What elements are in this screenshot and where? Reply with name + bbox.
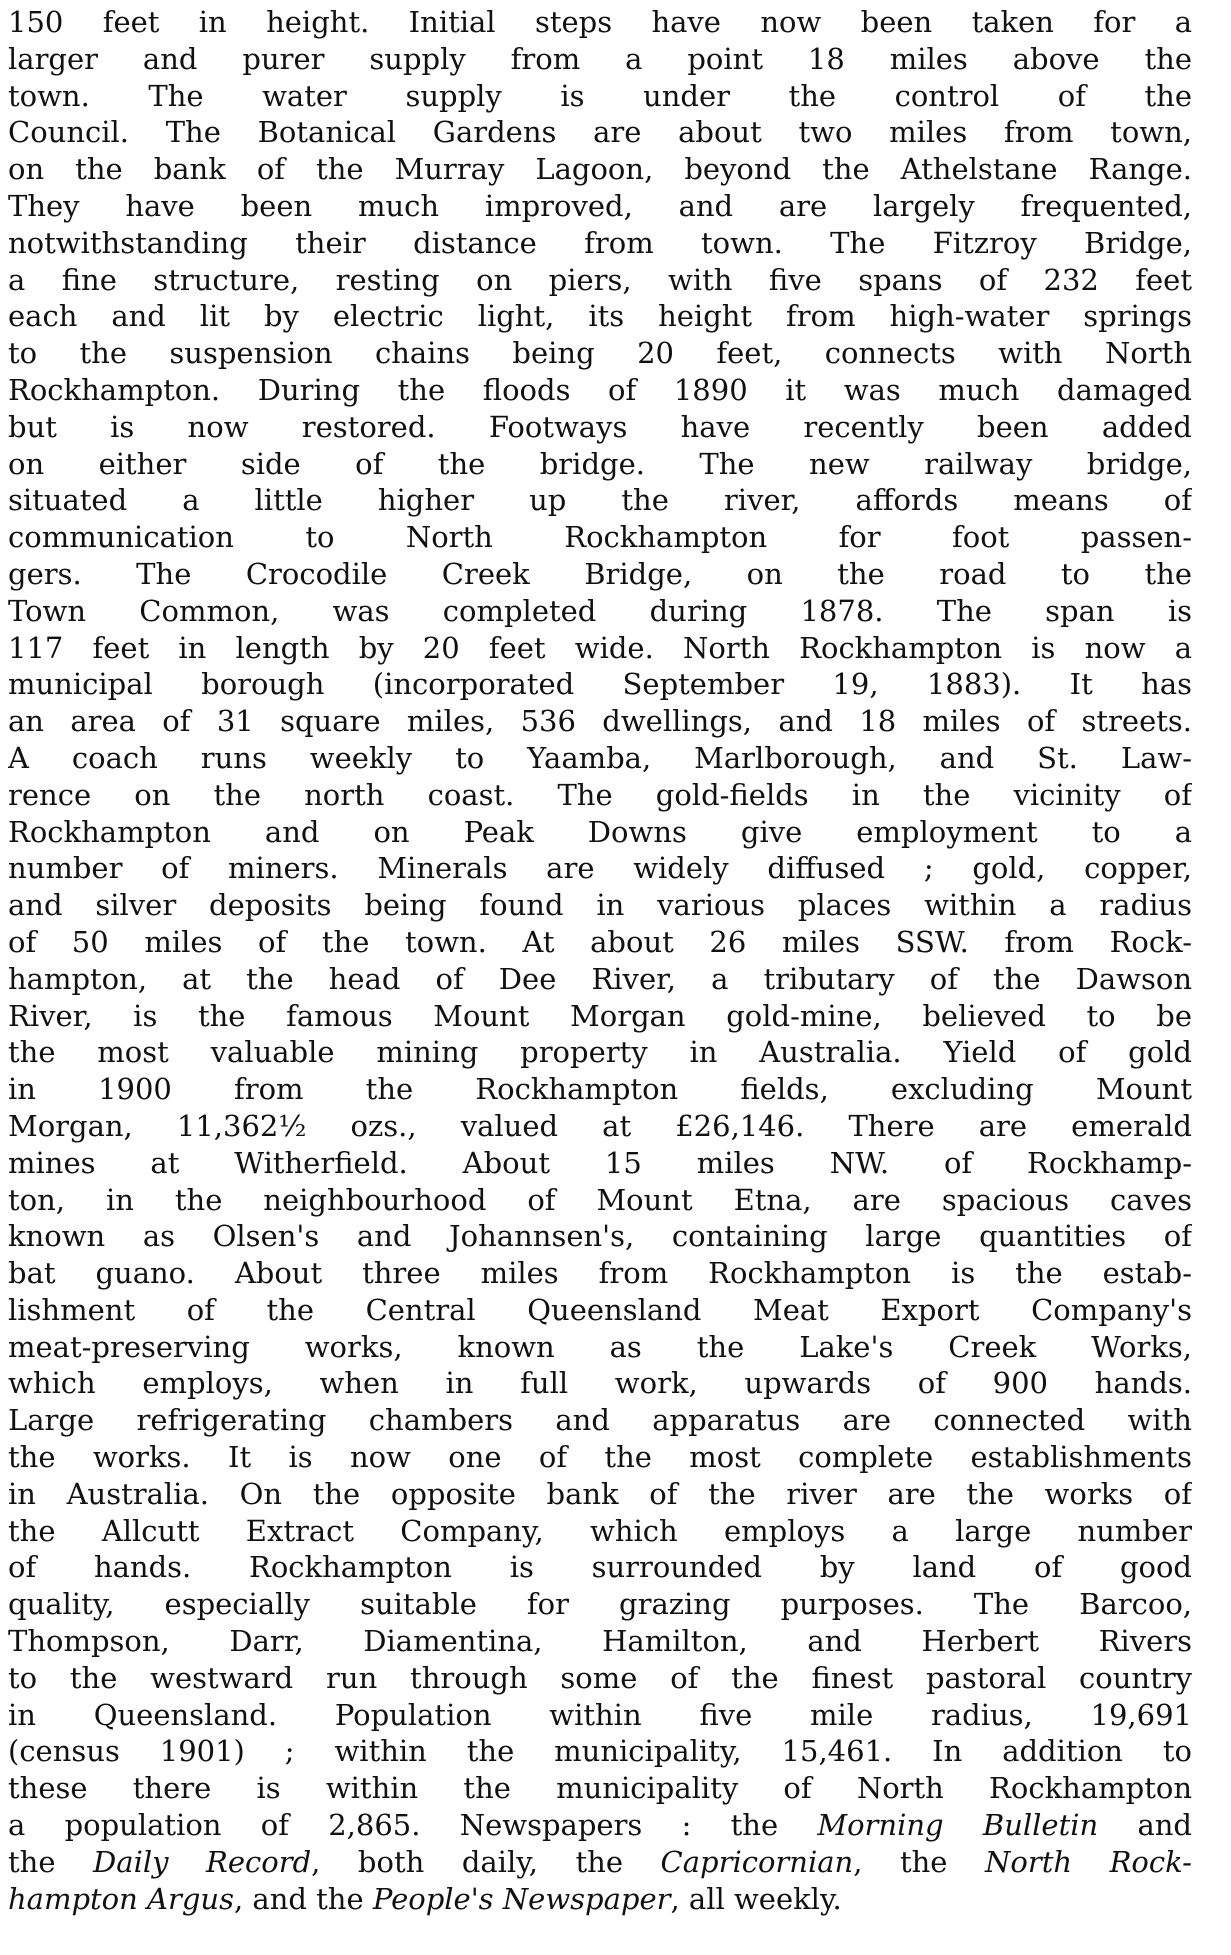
text-line <box>8 335 1192 372</box>
text-line <box>8 409 1192 446</box>
text-line <box>8 777 1192 814</box>
text-segment: rence on the north coast. The gold-fields in the vicinity of <box>8 777 1192 812</box>
text-segment: which employs, when in full work, upwards of 900 hands. <box>8 1366 1192 1401</box>
text-line <box>8 1402 1192 1439</box>
text-segment: known as Olsen's and Johannsen's, containing large quantities of <box>8 1219 1192 1254</box>
text-line <box>8 482 1192 519</box>
text-segment: each and lit by electric light, its height from high-water springs <box>8 299 1192 334</box>
text-segment: quality, especially suitable for grazing purposes. The Barcoo, <box>8 1587 1192 1622</box>
text-line <box>8 556 1192 593</box>
text-line <box>8 1439 1192 1476</box>
text-segment: Town Common, was completed during 1878. The span is <box>8 593 1192 628</box>
text-segment: the works. It is now one of the most complete establishments <box>8 1440 1192 1475</box>
text-segment: River, is the famous Mount Morgan gold-mine, believed to be <box>8 998 1192 1033</box>
text-line <box>8 114 1192 151</box>
text-line <box>8 1549 1192 1586</box>
text-line <box>8 1733 1192 1770</box>
text-segment: municipal borough (incorporated September 19, 1883). It has <box>8 667 1192 702</box>
italic-title-text: People's Newspaper <box>372 1881 671 1916</box>
text-segment: bat guano. About three miles from Rockhampton is the estab- <box>8 1256 1192 1291</box>
text-segment: the <box>8 1844 94 1879</box>
text-line <box>8 1365 1192 1402</box>
text-line <box>8 1108 1192 1145</box>
text-line <box>8 850 1192 887</box>
text-line <box>8 630 1192 667</box>
text-segment: lishment of the Central Queensland Meat Export Company's <box>8 1292 1192 1327</box>
text-line <box>8 372 1192 409</box>
text-segment: in 1900 from the Rockhampton fields, excluding Mount <box>8 1072 1192 1107</box>
article-text <box>8 4 1192 1917</box>
text-segment: They have been much improved, and are largely frequented, <box>8 188 1192 223</box>
text-line <box>8 814 1192 851</box>
text-segment: a population of 2,865. Newspapers : the <box>8 1808 818 1843</box>
text-segment: (census 1901) ; within the municipality, 15,461. In addition to <box>8 1734 1192 1769</box>
italic-title-text: North Rock- <box>985 1844 1192 1879</box>
text-line <box>8 1145 1192 1182</box>
text-segment: number of miners. Minerals are widely diffused ; gold, copper, <box>8 851 1192 886</box>
text-segment: in Australia. On the opposite bank of the river are the works of <box>8 1476 1192 1511</box>
text-segment: Rockhampton. During the floods of 1890 it was much damaged <box>8 372 1192 407</box>
text-segment: ton, in the neighbourhood of Mount Etna, are spacious caves <box>8 1182 1192 1217</box>
text-line <box>8 1071 1192 1108</box>
text-segment: town. The water supply is under the control of the <box>8 78 1192 113</box>
text-line <box>8 593 1192 630</box>
text-segment: situated a little higher up the river, affords means of <box>8 483 1192 518</box>
text-line <box>8 1697 1192 1734</box>
text-line <box>8 41 1192 78</box>
italic-title-text: Daily Record <box>93 1844 312 1879</box>
text-line <box>8 703 1192 740</box>
italic-title-text: Capricornian <box>660 1844 854 1879</box>
text-segment: on the bank of the Murray Lagoon, beyond the Athelstane Range. <box>8 152 1192 187</box>
text-segment: , and the <box>233 1881 373 1916</box>
text-segment: Thompson, Darr, Diamentina, Hamilton, and Herbert Rivers <box>8 1624 1192 1659</box>
text-segment: notwithstanding their distance from town. The Fitzroy Bridge, <box>8 225 1192 260</box>
text-line <box>8 1292 1192 1329</box>
text-segment: Council. The Botanical Gardens are about two miles from town, <box>8 115 1192 150</box>
text-line <box>8 298 1192 335</box>
text-line <box>8 1329 1192 1366</box>
text-segment: gers. The Crocodile Creek Bridge, on the road to the <box>8 556 1192 591</box>
text-line <box>8 998 1192 1035</box>
text-line <box>8 446 1192 483</box>
text-segment: Rockhampton and on Peak Downs give employment to a <box>8 814 1192 849</box>
text-line <box>8 1513 1192 1550</box>
text-line <box>8 740 1192 777</box>
text-segment: A coach runs weekly to Yaamba, Marlborough, and St. Law- <box>8 740 1192 775</box>
text-line <box>8 1255 1192 1292</box>
text-line <box>8 666 1192 703</box>
text-segment: Large refrigerating chambers and apparatus are connected with <box>8 1403 1192 1438</box>
italic-title-text: Morning Bulletin <box>817 1808 1099 1843</box>
text-segment: larger and purer supply from a point 18 miles above the <box>8 41 1192 76</box>
text-line <box>8 1034 1192 1071</box>
text-segment: mines at Witherfield. About 15 miles NW. of Rockhamp- <box>8 1145 1192 1180</box>
text-segment: and silver deposits being found in various places within a radius <box>8 888 1192 923</box>
text-segment: a fine structure, resting on piers, with five spans of 232 feet <box>8 262 1192 297</box>
text-line <box>8 1586 1192 1623</box>
text-segment: , both daily, the <box>311 1844 661 1879</box>
text-segment: , all weekly. <box>670 1881 842 1916</box>
text-line <box>8 188 1192 225</box>
text-segment: hampton, at the head of Dee River, a tributary of the Dawson <box>8 961 1192 996</box>
text-segment: to the suspension chains being 20 feet, connects with North <box>8 336 1192 371</box>
text-line <box>8 961 1192 998</box>
text-segment: of 50 miles of the town. At about 26 miles SSW. from Rock- <box>8 924 1192 959</box>
text-line <box>8 151 1192 188</box>
text-line <box>8 78 1192 115</box>
text-segment: to the westward run through some of the finest pastoral country <box>8 1660 1192 1695</box>
italic-title-text: hampton Argus <box>8 1881 234 1916</box>
text-line <box>8 519 1192 556</box>
text-line <box>8 887 1192 924</box>
text-line <box>8 4 1192 41</box>
text-line <box>8 1881 1192 1918</box>
text-line <box>8 1623 1192 1660</box>
text-line <box>8 1218 1192 1255</box>
text-segment: but is now restored. Footways have recently been added <box>8 409 1192 444</box>
text-line <box>8 924 1192 961</box>
text-segment: Morgan, 11,362½ ozs., valued at £26,146. There are emerald <box>8 1108 1192 1143</box>
text-segment: communication to North Rockhampton for foot passen- <box>8 520 1192 555</box>
text-segment: the Allcutt Extract Company, which employs a large number <box>8 1513 1192 1548</box>
text-segment: in Queensland. Population within five mile radius, 19,691 <box>8 1697 1192 1732</box>
text-line <box>8 1660 1192 1697</box>
text-segment: 117 feet in length by 20 feet wide. North Rockhampton is now a <box>8 630 1192 665</box>
text-segment: of hands. Rockhampton is surrounded by land of good <box>8 1550 1192 1585</box>
text-line <box>8 225 1192 262</box>
text-segment: on either side of the bridge. The new railway bridge, <box>8 446 1192 481</box>
text-segment: and <box>1098 1808 1192 1843</box>
text-line <box>8 1807 1192 1844</box>
text-segment: an area of 31 square miles, 536 dwellings, and 18 miles of streets. <box>8 704 1192 739</box>
text-line <box>8 262 1192 299</box>
text-segment: , the <box>853 1844 986 1879</box>
text-line <box>8 1182 1192 1219</box>
text-segment: 150 feet in height. Initial steps have now been taken for a <box>8 5 1192 39</box>
text-line <box>8 1770 1192 1807</box>
text-segment: meat-preserving works, known as the Lake's Creek Works, <box>8 1329 1192 1364</box>
text-segment: the most valuable mining property in Australia. Yield of gold <box>8 1035 1192 1070</box>
text-line <box>8 1844 1192 1881</box>
text-segment: these there is within the municipality of North Rockhampton <box>8 1771 1192 1806</box>
text-line <box>8 1476 1192 1513</box>
